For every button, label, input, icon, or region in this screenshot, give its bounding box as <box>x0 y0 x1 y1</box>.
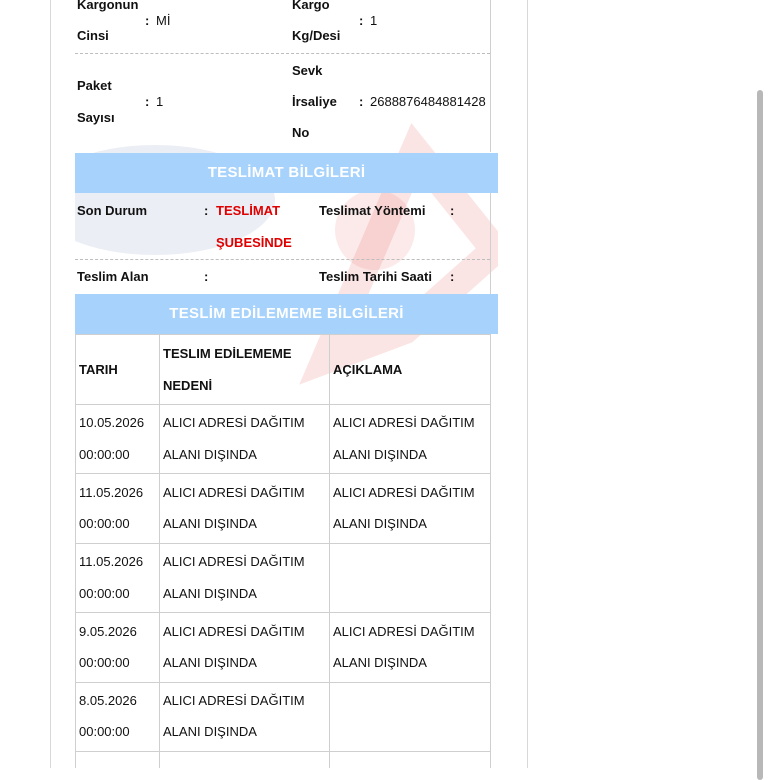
delivery-datetime-label: Teslim Tarihi Saati <box>319 269 432 284</box>
column-header-date: TARIH <box>79 362 118 377</box>
row-reason-line2: ALANI DIŞINDA <box>163 447 257 462</box>
row-reason: ALICI ADRESİ DAĞITIM <box>163 485 305 500</box>
row-reason: ALICI ADRESİ DAĞITIM <box>163 693 305 708</box>
cargo-type-value: Mİ <box>156 13 171 28</box>
last-status-label: Son Durum <box>77 203 148 218</box>
scrollbar[interactable] <box>757 90 763 780</box>
row-time: 00:00:00 <box>79 724 130 739</box>
last-status-value-line2: ŞUBESİNDE <box>216 235 292 250</box>
cargo-type-label: Kargonun <box>77 0 139 12</box>
row-description: ALICI ADRESİ DAĞITIM <box>333 485 475 500</box>
row-description: ALICI ADRESİ DAĞITIM <box>333 415 475 430</box>
table-row-divider <box>75 612 491 613</box>
row-reason-line2: ALANI DIŞINDA <box>163 586 257 601</box>
waybill-number-value: 2688876484881428 <box>370 94 486 109</box>
receiver-label: Teslim Alan <box>77 269 149 284</box>
colon: : <box>450 203 455 218</box>
package-count-value: 1 <box>156 94 164 109</box>
last-status-value: TESLİMAT <box>216 203 281 218</box>
weight-label: Kargo <box>292 0 330 12</box>
row-date: 9.05.2026 <box>79 624 137 639</box>
table-border-right <box>490 0 491 152</box>
waybill-label-line2: İrsaliye <box>292 94 337 109</box>
row-description-line2: ALANI DIŞINDA <box>333 447 427 462</box>
column-header-reason-line2: NEDENİ <box>163 378 213 393</box>
table-border-right <box>490 193 491 294</box>
row-date: 10.05.2026 <box>79 415 145 430</box>
table-row-divider <box>75 404 491 405</box>
row-date: 11.05.2026 <box>79 485 144 500</box>
colon: : <box>145 94 150 109</box>
row-divider <box>75 53 490 54</box>
page-frame-right <box>527 0 528 768</box>
colon: : <box>145 13 150 28</box>
colon: : <box>359 94 364 109</box>
colon: : <box>450 269 455 284</box>
row-reason: ALICI ADRESİ DAĞITIM <box>163 624 305 639</box>
row-description-line2: ALANI DIŞINDA <box>333 655 427 670</box>
waybill-label: Sevk <box>292 63 323 78</box>
page-frame-left <box>50 0 51 768</box>
row-date: 11.05.2026 <box>79 554 144 569</box>
table-col-divider <box>329 334 330 768</box>
table-border-right <box>490 334 491 768</box>
table-row-divider <box>75 473 491 474</box>
waybill-label-line3: No <box>292 125 310 140</box>
failed-delivery-banner: TESLİM EDİLEMEME BİLGİLERİ <box>75 294 498 334</box>
row-time: 00:00:00 <box>79 655 130 670</box>
colon: : <box>359 13 364 28</box>
row-description-line2: ALANI DIŞINDA <box>333 516 427 531</box>
row-reason: ALICI ADRESİ DAĞITIM <box>163 415 305 430</box>
package-count-label-line2: Sayısı <box>77 110 115 125</box>
table-row-divider <box>75 751 491 752</box>
row-time: 00:00:00 <box>79 516 130 531</box>
table-row-divider <box>75 543 491 544</box>
row-time: 00:00:00 <box>79 586 130 601</box>
row-time: 00:00:00 <box>79 447 130 462</box>
row-reason-line2: ALANI DIŞINDA <box>163 724 257 739</box>
delivery-method-label: Teslimat Yöntemi <box>319 203 426 218</box>
weight-value: 1 <box>370 13 378 28</box>
row-divider <box>75 259 490 260</box>
shipment-details <box>75 0 498 768</box>
row-reason-line2: ALANI DIŞINDA <box>163 516 257 531</box>
weight-label-line2: Kg/Desi <box>292 28 341 43</box>
delivery-info-banner: TESLİMAT BİLGİLERİ <box>75 153 498 193</box>
colon: : <box>204 269 209 284</box>
row-reason-line2: ALANI DIŞINDA <box>163 655 257 670</box>
table-row-divider <box>75 682 491 683</box>
column-header-reason: TESLIM EDİLEMEME <box>163 346 292 361</box>
row-date: 8.05.2026 <box>79 693 137 708</box>
package-count-label: Paket <box>77 78 112 93</box>
table-row-divider <box>75 334 491 335</box>
row-description: ALICI ADRESİ DAĞITIM <box>333 624 475 639</box>
row-reason: ALICI ADRESİ DAĞITIM <box>163 554 305 569</box>
cargo-type-label-line2: Cinsi <box>77 28 109 43</box>
column-header-description: AÇIKLAMA <box>333 362 403 377</box>
colon: : <box>204 203 209 218</box>
